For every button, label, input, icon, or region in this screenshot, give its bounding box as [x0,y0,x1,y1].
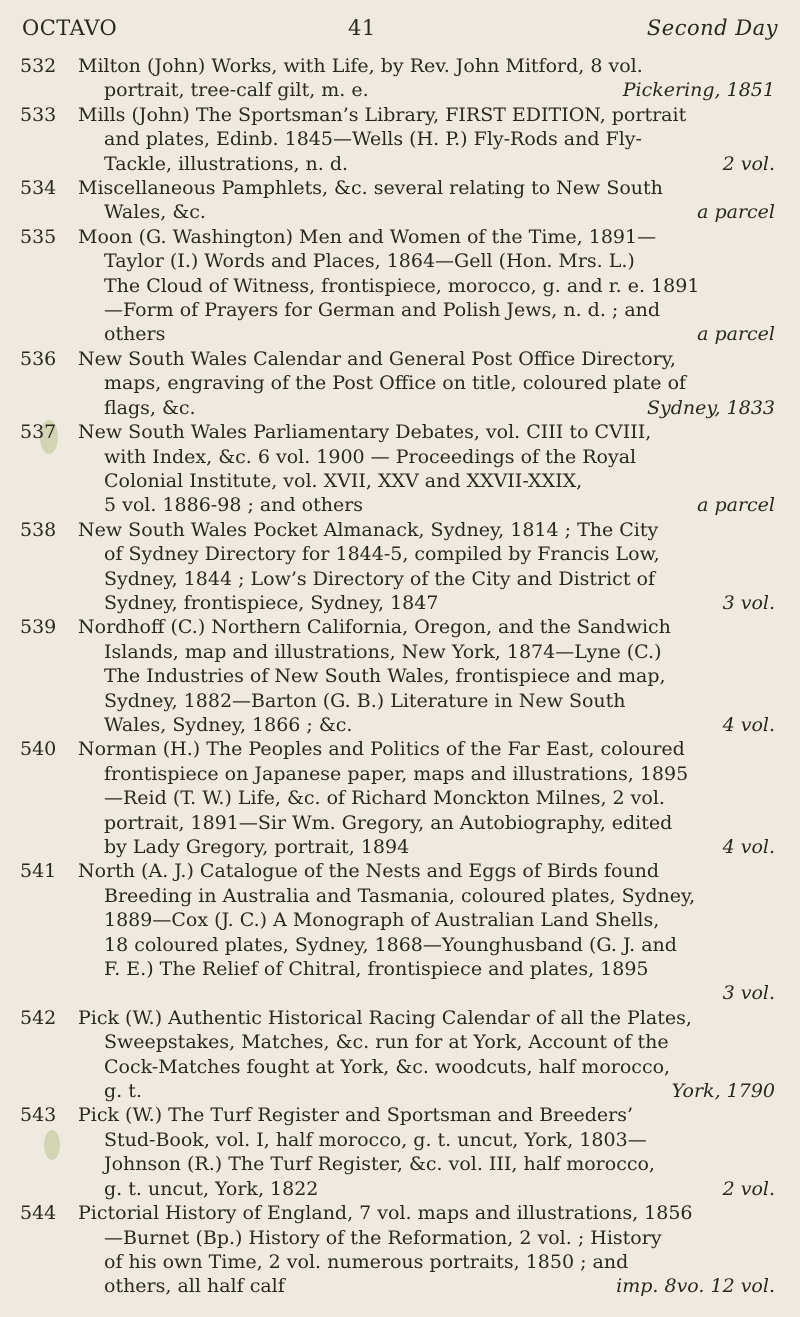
entry-line-text: Tackle, illustrations, n. d. [104,152,349,175]
page-number: 41 [348,16,376,40]
entry-line-text: Nordhoff (C.) Northern California, Oregon, and the Sandwich [78,616,671,639]
entry-line [78,908,775,932]
entry-line [78,957,775,981]
entry-line-text: Moon (G. Washington) Men and Women of the Time, 1891— [78,225,657,248]
lot-number: 535 [20,225,57,248]
header-day: Second Day [646,16,778,40]
entry-line-text: —Reid (T. W.) Life, &c. of Richard Monckton Milnes, 2 vol. [104,787,665,810]
entry-line [78,200,775,224]
entry-description [78,176,775,225]
entry-line [78,811,775,835]
header-format: OCTAVO [22,16,118,40]
entry-line-text: 5 vol. 1886-98 ; and others [104,494,364,517]
entry-line-text: F. E.) The Relief of Chitral, frontispiece and plates, 1895 [104,958,649,981]
entry-line [78,591,775,615]
entry-line [78,371,775,395]
entry-line [78,884,775,908]
entry-description [78,225,775,347]
lot-number: 542 [20,1006,57,1029]
entry-line [78,225,775,249]
entry-line [78,640,775,664]
entry-description [78,615,775,737]
entry-line [78,274,775,298]
entry-line-text: by Lady Gregory, portrait, 1894 [104,836,410,858]
entry-line-text: Pick (W.) The Turf Register and Sportsman and Breeders’ [78,1104,634,1127]
catalogue-entry [0,54,800,103]
lot-number: 540 [20,738,57,761]
entry-line-text: Pictorial History of England, 7 vol. maps and illustrations, 1856 [78,1202,693,1225]
entry-line [78,322,775,346]
entry-line [78,786,775,810]
catalogue-entry [0,859,800,1005]
lot-number: 541 [20,860,57,883]
entry-line-text: maps, engraving of the Post Office on title, coloured plate of [104,372,687,395]
entry-line-text: Wales, Sydney, 1866 ; &c. [104,713,353,736]
entry-line [78,542,775,566]
lot-number: 533 [20,103,57,126]
entry-line [78,981,775,1005]
entry-line-text: New South Wales Pocket Almanack, Sydney, 1814 ; The City [78,518,659,541]
entry-line [78,1030,775,1054]
entry-line-text: Colonial Institute, vol. XVII, XXV and XXVII-XXIX, [104,469,583,492]
catalogue-entry [0,347,800,420]
entry-line-right: a parcel [697,494,775,517]
entry-description [78,347,775,420]
catalogue-entry [0,420,800,518]
entry-line [78,1177,775,1201]
entry-line-text: flags, &c. [104,396,196,419]
page-header [22,12,778,42]
entry-line [78,420,775,444]
entry-line-right: 4 vol. [722,713,775,736]
entry-line [78,664,775,688]
entry-line [78,1250,775,1274]
entry-line-right: a parcel [697,201,775,224]
entry-description [78,1006,775,1104]
entry-line [78,54,775,78]
entry-line-text: and plates, Edinb. 1845—Wells (H. P.) Fly-Rods and Fly- [104,128,642,151]
entry-line [78,1274,775,1298]
entry-line-text: —Form of Prayers for German and Polish Jews, n. d. ; and [104,299,661,322]
entry-line-text: portrait, 1891—Sir Wm. Gregory, an Autobiography, edited [104,811,673,834]
entry-line [78,347,775,371]
lot-number: 534 [20,177,57,200]
catalogue-entries [0,54,800,1299]
entry-line [78,445,775,469]
lot-number: 537 [20,421,57,444]
entry-line [78,152,775,176]
entry-line [78,518,775,542]
entry-line [78,493,775,517]
entry-line [78,713,775,737]
entry-line-text: Sweepstakes, Matches, &c. run for at York, Account of the [104,1031,669,1054]
lot-number: 539 [20,616,57,639]
catalogue-entry [0,615,800,737]
entry-line [78,689,775,713]
entry-description [78,737,775,859]
entry-line-right: 2 vol. [722,152,775,175]
entry-line [78,127,775,151]
entry-line [78,1152,775,1176]
entry-line-text: Sydney, 1882—Barton (G. B.) Literature in New South [104,689,626,712]
entry-line-right: 2 vol. [722,1177,775,1200]
entry-line-text: Sydney, frontispiece, Sydney, 1847 [104,591,439,614]
entry-line [78,78,775,102]
catalogue-entry [0,737,800,859]
entry-line [78,835,775,859]
entry-line [78,615,775,639]
entry-line-text: portrait, tree-calf gilt, m. e. [104,79,369,102]
entry-line [78,1201,775,1225]
entry-line-right: imp. 8vo. 12 vol. [616,1275,775,1298]
entry-line-right: 4 vol. [722,836,775,858]
entry-line [78,1006,775,1030]
entry-line-right: a parcel [697,323,775,346]
entry-line-text: of his own Time, 2 vol. numerous portraits, 1850 ; and [104,1250,629,1273]
entry-line-text: North (A. J.) Catalogue of the Nests and Eggs of Birds found [78,860,660,883]
catalogue-entry [0,518,800,616]
entry-line-right: York, 1790 [671,1080,775,1103]
entry-line-text: 18 coloured plates, Sydney, 1868—Younghusband (G. J. and [104,933,677,956]
catalogue-entry [0,103,800,176]
entry-line [78,396,775,420]
entry-line [78,103,775,127]
lot-number: 538 [20,518,57,541]
entry-line-text: Norman (H.) The Peoples and Politics of the Far East, coloured [78,738,685,761]
entry-line-text: others [104,323,166,346]
entry-line-text: Johnson (R.) The Turf Register, &c. vol. III, half morocco, [104,1153,655,1176]
entry-line-text: Islands, map and illustrations, New York, 1874—Lyne (C.) [104,640,662,663]
entry-line [78,298,775,322]
catalogue-entry [0,1006,800,1104]
entry-line-text: Stud-Book, vol. I, half morocco, g. t. uncut, York, 1803— [104,1128,647,1151]
entry-line [78,176,775,200]
entry-line-right: Pickering, 1851 [622,79,775,102]
entry-line-text: New South Wales Parliamentary Debates, vol. CIII to CVIII, [78,421,652,444]
entry-description [78,859,775,1005]
catalogue-entry [0,1103,800,1201]
entry-line-right: Sydney, 1833 [646,396,775,419]
entry-line-text: Wales, &c. [104,201,206,224]
entry-description [78,54,775,103]
entry-description [78,420,775,518]
entry-line [78,859,775,883]
entry-line-text: Milton (John) Works, with Life, by Rev. John Mitford, 8 vol. [78,55,643,77]
entry-line-right: 3 vol. [722,982,775,1005]
entry-description [78,1201,775,1299]
lot-number: 543 [20,1104,57,1127]
entry-line [78,567,775,591]
entry-line [78,1226,775,1250]
lot-number: 544 [20,1202,57,1225]
entry-line [78,737,775,761]
entry-line-text: with Index, &c. 6 vol. 1900 — Proceedings of the Royal [104,445,637,468]
entry-line-text: g. t. uncut, York, 1822 [104,1177,319,1200]
entry-line [78,1079,775,1103]
entry-line-text: 1889—Cox (J. C.) A Monograph of Australian Land Shells, [104,909,660,932]
entry-line [78,1055,775,1079]
entry-line [78,1103,775,1127]
entry-line-text: The Industries of New South Wales, frontispiece and map, [104,665,666,688]
entry-line-text: —Burnet (Bp.) History of the Reformation, 2 vol. ; History [104,1226,662,1249]
entry-description [78,1103,775,1201]
entry-line-text: Taylor (I.) Words and Places, 1864—Gell (Hon. Mrs. L.) [104,250,635,273]
entry-line-right: 3 vol. [722,591,775,614]
entry-line-text: New South Wales Calendar and General Post Office Directory, [78,347,676,370]
entry-line [78,469,775,493]
catalogue-entry [0,176,800,225]
entry-line [78,762,775,786]
entry-line-text: Sydney, 1844 ; Low’s Directory of the City and District of [104,567,655,590]
entry-description [78,518,775,616]
entry-line-text: of Sydney Directory for 1844-5, compiled by Francis Low, [104,543,660,566]
catalogue-entry [0,1201,800,1299]
entry-line-text: frontispiece on Japanese paper, maps and illustrations, 1895 [104,762,689,785]
entry-line-text: Pick (W.) Authentic Historical Racing Calendar of all the Plates, [78,1006,692,1029]
entry-line-text: others, all half calf [104,1275,285,1298]
entry-description [78,103,775,176]
entry-line-text: The Cloud of Witness, frontispiece, morocco, g. and r. e. 1891 [104,274,700,297]
entry-line-text: Mills (John) The Sportsman’s Library, FIRST EDITION, portrait [78,103,687,126]
entry-line-text: g. t. [104,1080,142,1103]
lot-number: 532 [20,55,57,77]
entry-line-text: Breeding in Australia and Tasmania, coloured plates, Sydney, [104,884,696,907]
entry-line [78,249,775,273]
catalogue-entry [0,225,800,347]
lot-number: 536 [20,347,57,370]
entry-line-text: Cock-Matches fought at York, &c. woodcuts, half morocco, [104,1055,671,1078]
entry-line [78,1128,775,1152]
entry-line-text: Miscellaneous Pamphlets, &c. several relating to New South [78,177,663,200]
entry-line [78,933,775,957]
